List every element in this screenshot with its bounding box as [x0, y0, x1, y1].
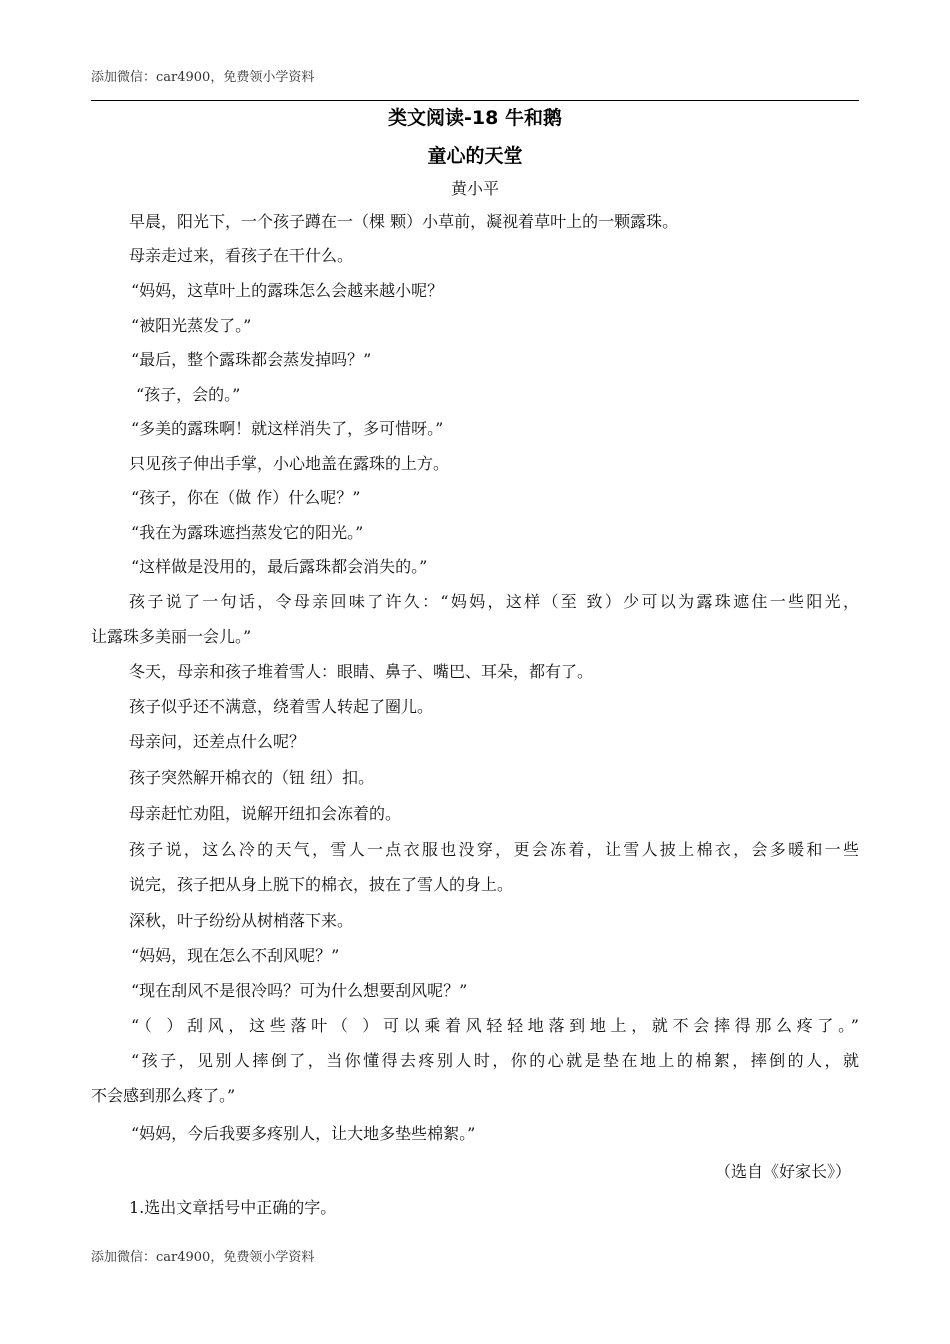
text-line: 深秋，叶子纷纷从树梢落下来。 [129, 911, 354, 930]
header-divider [91, 100, 859, 101]
text-line: “妈妈，现在怎么不刮风呢？” [131, 946, 340, 965]
footer-note: 添加微信：car4900，免费领小学资料 [91, 1250, 315, 1265]
text-line: 让露珠多美丽一会儿。” [91, 627, 252, 646]
text-line: “这样做是没用的，最后露珠都会消失的。” [131, 557, 428, 576]
text-line: 只见孩子伸出手掌，小心地盖在露珠的上方。 [129, 454, 450, 473]
text-line: “妈妈，今后我要多疼别人，让大地多垫些棉絮。” [131, 1124, 476, 1143]
text-line: “最后，整个露珠都会蒸发掉吗？” [131, 350, 372, 369]
text-line: 孩子说，这么冷的天气，雪人一点衣服也没穿，更会冻着，让雪人披上棉衣，会多暖和一些 [129, 840, 859, 859]
text-line: “多美的露珠啊！就这样消失了，多可惜呀。” [131, 419, 444, 438]
text-line: 说完，孩子把从身上脱下的棉衣，披在了雪人的身上。 [129, 875, 514, 894]
text-line: “现在刮风不是很冷吗？可为什么想要刮风呢？” [131, 981, 468, 1000]
text-line: 母亲问，还差点什么呢？ [129, 732, 306, 751]
page-title: 类文阅读-18 牛和鹅 [388, 107, 562, 129]
text-line: “孩子，见别人摔倒了，当你懂得去疼别人时，你的心就是垫在地上的棉絮，摔倒的人，就 [131, 1051, 859, 1070]
source-citation: （选自《好家长》） [714, 1162, 851, 1181]
text-line: “孩子，你在（做 作）什么呢？” [131, 488, 361, 507]
question-1: 1.选出文章括号中正确的字。 [129, 1198, 337, 1217]
text-line: 孩子突然解开棉衣的（钮 纽）扣。 [129, 768, 375, 787]
text-line: 母亲赶忙劝阻，说解开纽扣会冻着的。 [129, 804, 402, 823]
text-line: “被阳光蒸发了。” [131, 316, 252, 335]
text-line: “（ ）刮风，这些落叶（ ）可以乘着风轻轻地落到地上，就不会摔得那么疼了。” [131, 1016, 859, 1035]
text-line: 母亲走过来，看孩子在干什么。 [129, 246, 354, 265]
text-line: 孩子似乎还不满意，绕着雪人转起了圈儿。 [129, 697, 434, 716]
text-line: 不会感到那么疼了。” [91, 1086, 236, 1105]
text-line: 冬天，母亲和孩子堆着雪人：眼睛、鼻子、嘴巴、耳朵，都有了。 [129, 662, 594, 681]
header-note: 添加微信：car4900，免费领小学资料 [91, 70, 315, 85]
text-line: “妈妈，这草叶上的露珠怎么会越来越小呢？ [131, 281, 444, 300]
author: 黄小平 [450, 179, 499, 198]
text-line: 早晨，阳光下，一个孩子蹲在一（棵 颗）小草前，凝视着草叶上的一颗露珠。 [129, 212, 679, 231]
text-line: “我在为露珠遮挡蒸发它的阳光。” [131, 523, 364, 542]
story-title: 童心的天堂 [427, 145, 523, 167]
text-line: 孩子说了一句话，令母亲回味了许久：“妈妈，这样（至 致）少可以为露珠遮住一些阳光， [129, 592, 859, 611]
text-line: “孩子，会的。” [136, 385, 241, 404]
